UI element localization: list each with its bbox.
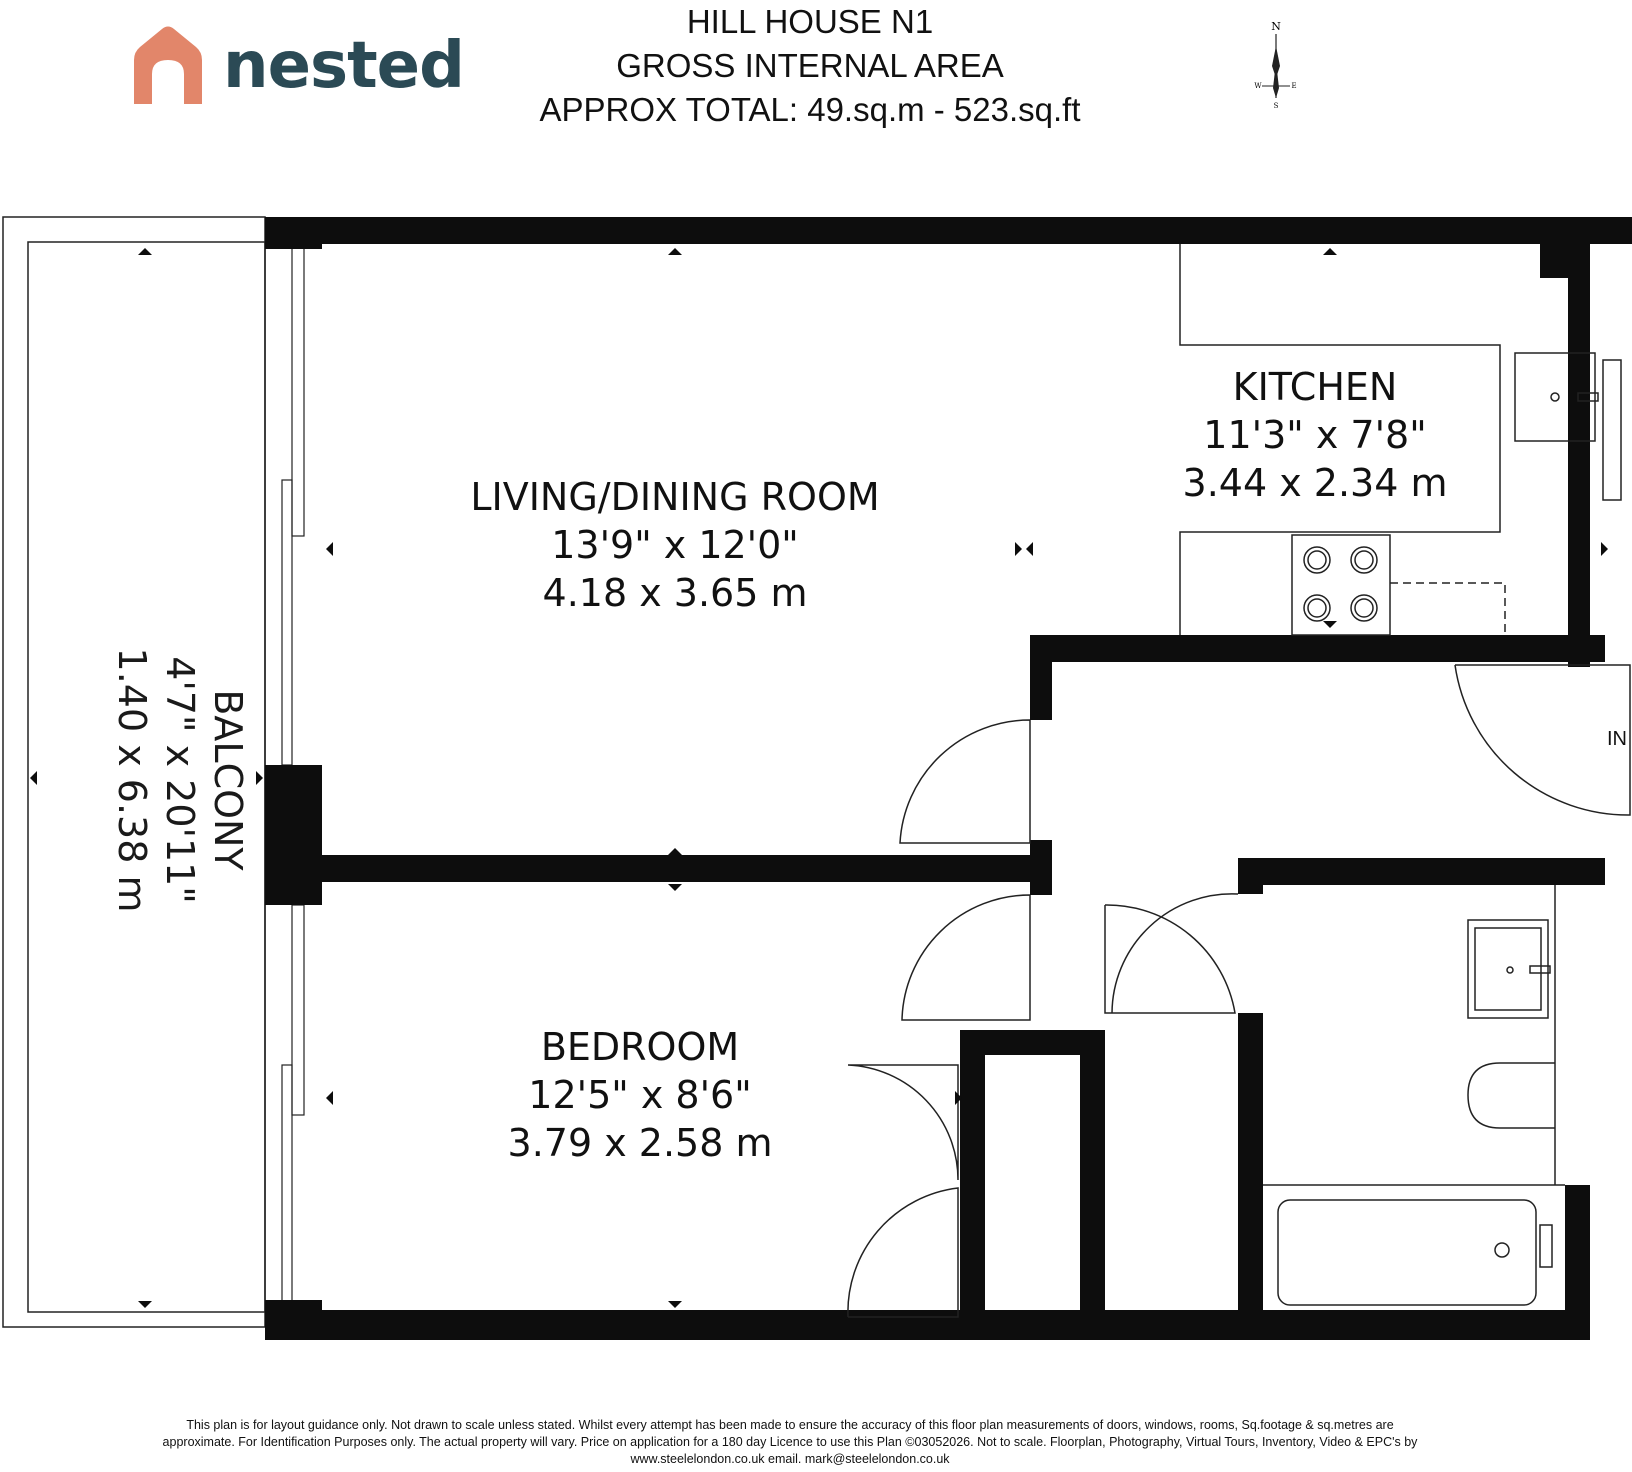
compass-north: N [1271, 20, 1281, 33]
compass-west: W [1254, 82, 1262, 90]
bathroom-fixtures [1263, 885, 1565, 1305]
compass-south: S [1273, 102, 1279, 110]
kitchen-name: KITCHEN [1232, 365, 1398, 409]
bedroom-metric: 3.79 x 2.58 m [507, 1121, 773, 1165]
entrance-label: IN [1607, 728, 1627, 750]
bedroom-label [480, 1023, 800, 1167]
compass-east: E [1291, 82, 1297, 90]
living-room-label [430, 473, 920, 617]
brand-name: nested [223, 29, 464, 103]
balcony-name: BALCONY [206, 689, 250, 871]
balcony-metric: 1.40 x 6.38 m [110, 647, 154, 913]
disclaimer-text: This plan is for layout guidance only. Not drawn to scale unless stated. Whilst every attempt has been made to ensure the accuracy of this floor plan measurements of doors, windows, rooms, Sq.footage & sq.metres are approximate. For Identification Purposes only. The actual property will vary. Price on application for a 180 day Licence to use this Plan ©03052026. Not to scale. Floorplan, Photography, Virtual Tours, Inventory, Video & EPC's by www.steelelondon.co.uk email. mark@steelelondon.co.uk [162, 1418, 1418, 1466]
area-heading: GROSS INTERNAL AREA [616, 47, 1004, 84]
balcony-imperial: 4'7" x 20'11" [158, 656, 202, 904]
nested-logo [128, 22, 464, 112]
bedroom-name: BEDROOM [540, 1025, 740, 1069]
kitchen-metric: 3.44 x 2.34 m [1182, 461, 1448, 505]
living-room-imperial: 13'9" x 12'0" [551, 523, 799, 567]
kitchen-label [1160, 363, 1470, 507]
living-room-metric: 4.18 x 3.65 m [542, 571, 808, 615]
area-total: APPROX TOTAL: 49.sq.m - 523.sq.ft [539, 91, 1081, 128]
property-name: HILL HOUSE N1 [686, 3, 934, 40]
bedroom-imperial: 12'5" x 8'6" [528, 1073, 752, 1117]
compass-icon [1250, 18, 1302, 110]
living-room-name: LIVING/DINING ROOM [470, 475, 880, 519]
kitchen-imperial: 11'3" x 7'8" [1203, 413, 1427, 457]
house-icon [128, 22, 208, 110]
plan-header [440, 0, 1180, 132]
